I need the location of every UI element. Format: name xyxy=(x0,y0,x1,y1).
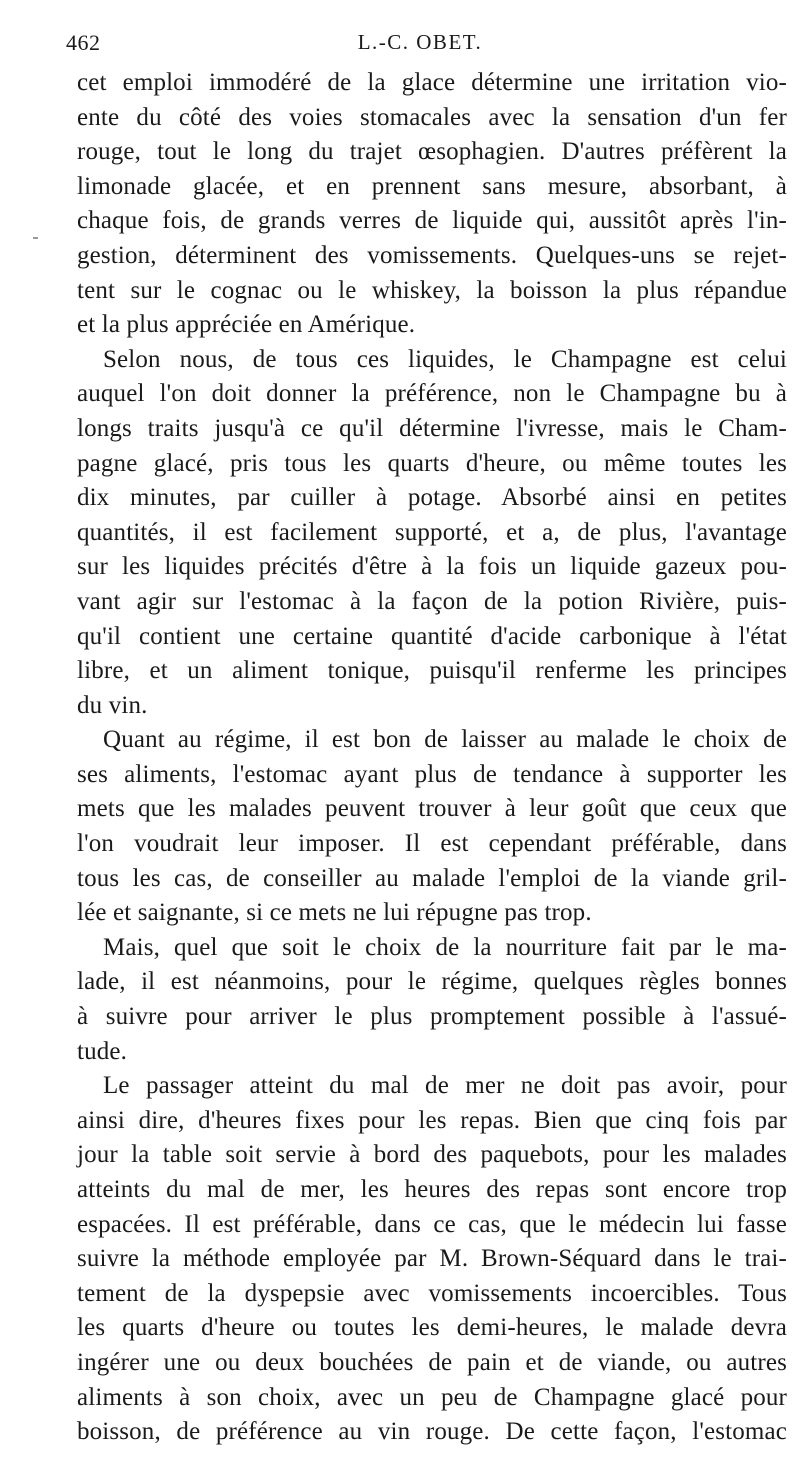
text-line: pagne glacé, pris tous les quarts d'heure, ou même toutes les xyxy=(77,449,787,477)
text-line: ainsi dire, d'heures fixes pour les repas. Bien que cinq fois par xyxy=(77,1106,787,1134)
text-line: tude. xyxy=(77,1037,128,1065)
text-line: dix minutes, par cuiller à potage. Absorbé ainsi en petites xyxy=(77,484,787,512)
text-line: aliments à son choix, avec un peu de Champagne glacé pour xyxy=(77,1383,787,1411)
text-line: cet emploi immodéré de la glace détermine une irritation vio- xyxy=(77,69,787,96)
text-line: à suivre pour arriver le plus promptement possible à l'assué- xyxy=(77,1003,787,1031)
text-line: libre, et un aliment tonique, puisqu'il renferme les principes xyxy=(77,657,787,685)
text-line: et la plus appréciée en Amérique. xyxy=(77,311,416,339)
text-line: quantités, il est facilement supporté, et a, de plus, l'avantage xyxy=(77,518,787,546)
text-line: atteints du mal de mer, les heures des repas sont encore trop xyxy=(77,1176,787,1203)
text-line: l'on voudrait leur imposer. Il est cependant préférable, dans xyxy=(77,830,787,858)
text-line: jour la table soit servie à bord des paquebots, pour les malades xyxy=(77,1141,787,1169)
text-line: longs traits jusqu'à ce qu'il détermine l'ivresse, mais le Cham- xyxy=(77,414,787,442)
text-line: boisson, de préférence au vin rouge. De cette façon, l'estomac xyxy=(77,1418,787,1446)
text-line: rouge, tout le long du trajet œsophagien. D'autres préfèrent la xyxy=(77,138,787,166)
running-head: L.-C. OBET. xyxy=(357,30,483,54)
text-line: lée et saignante, si ce mets ne lui répugne pas trop. xyxy=(77,899,592,927)
body-text xyxy=(77,66,787,1450)
text-line: tent sur le cognac ou le whiskey, la boisson la plus répandue xyxy=(77,276,787,304)
text-line: Selon nous, de tous ces liquides, le Champagne est celui xyxy=(103,345,787,373)
text-line: gestion, déterminent des vomissements. Quelques-uns se rejet- xyxy=(77,241,787,269)
text-line: suivre la méthode employée par M. Brown-Séquard dans le trai- xyxy=(77,1245,787,1273)
text-line: Quant au régime, il est bon de laisser au malade le choix de xyxy=(103,726,787,754)
text-line: ingérer une ou deux bouchées de pain et de viande, ou autres xyxy=(77,1348,787,1376)
text-line: Le passager atteint du mal de mer ne doit pas avoir, pour xyxy=(103,1072,787,1100)
text-line: qu'il contient une certaine quantité d'acide carbonique à l'état xyxy=(77,622,787,650)
text-line: ente du côté des voies stomacales avec la sensation d'un fer xyxy=(77,103,787,131)
text-line: limonade glacée, et en prennent sans mesure, absorbant, à xyxy=(77,172,787,200)
text-line: sur les liquides précités d'être à la fois un liquide gazeux pou- xyxy=(77,553,787,581)
text-line: du vin. xyxy=(77,691,148,719)
text-line: lade, il est néanmoins, pour le régime, quelques règles bonnes xyxy=(77,968,787,996)
page-number: 462 xyxy=(66,30,101,55)
text-line: mets que les malades peuvent trouver à leur goût que ceux que xyxy=(77,795,787,823)
margin-speck xyxy=(33,237,38,239)
text-line: vant agir sur l'estomac à la façon de la potion Rivière, puis- xyxy=(77,587,787,615)
text-line: Mais, quel que soit le choix de la nourriture fait par le ma- xyxy=(103,933,787,961)
text-line: tement de la dyspepsie avec vomissements incoercibles. Tous xyxy=(77,1279,787,1307)
text-line: espacées. Il est préférable, dans ce cas, que le médecin lui fasse xyxy=(77,1210,787,1238)
text-line: ses aliments, l'estomac ayant plus de tendance à supporter les xyxy=(77,760,787,788)
page-header xyxy=(66,30,774,64)
text-line: chaque fois, de grands verres de liquide qui, aussitôt après l'in- xyxy=(77,207,787,235)
text-line: tous les cas, de conseiller au malade l'emploi de la viande gril- xyxy=(77,864,787,892)
text-line: auquel l'on doit donner la préférence, non le Champagne bu à xyxy=(77,380,787,408)
text-line: les quarts d'heure ou toutes les demi-heures, le malade devra xyxy=(77,1314,787,1342)
